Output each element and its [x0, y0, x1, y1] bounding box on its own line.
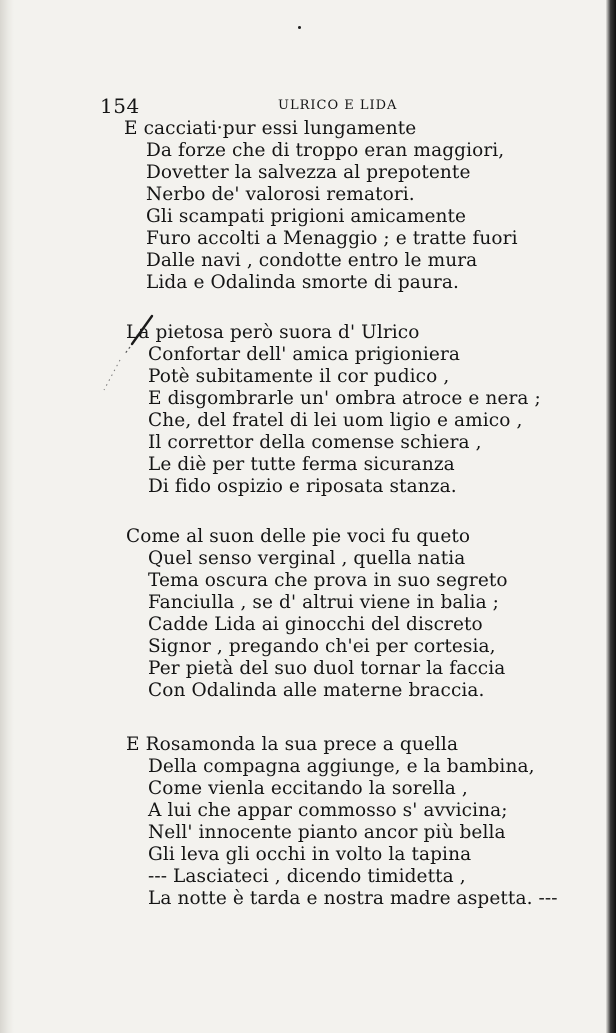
running-head: [100, 94, 520, 116]
verse-line: A lui che appar commosso s' avvicina;: [148, 800, 508, 821]
verse-line: Cadde Lida ai ginocchi del discreto: [148, 614, 483, 635]
verse-line: Signor , pregando ch'ei per cortesia,: [148, 636, 496, 657]
page-number: 154: [100, 94, 140, 118]
verse-line: Potè subitamente il cor pudico ,: [148, 366, 450, 387]
verse-line: Come al suon delle pie voci fu queto: [126, 526, 471, 547]
verse-line: Confortar dell' amica prigioniera: [148, 344, 461, 365]
verse-line: La pietosa però suora d' Ulrico: [126, 322, 420, 343]
verse-line: Da forze che di troppo eran maggiori,: [146, 140, 505, 161]
verse-line: Le diè per tutte ferma sicuranza: [148, 454, 455, 475]
verse-line: La notte è tarda e nostra madre aspetta. ---: [148, 888, 558, 909]
verse-line: Gli leva gli occhi in volto la tapina: [148, 844, 472, 865]
verse-line: E disgombrarle un' ombra atroce e nera ;: [148, 388, 541, 409]
verse-line: Quel senso verginal , quella natia: [148, 548, 466, 569]
page-left-edge: [0, 0, 14, 1033]
verse-line: Per pietà del suo duol tornar la faccia: [148, 658, 506, 679]
page-binding-edge: [606, 0, 616, 1033]
verse-line: Nerbo de' valorosi rematori.: [146, 184, 415, 205]
verse-line: Gli scampati prigioni amicamente: [146, 206, 467, 227]
verse-line: Che, del fratel di lei uom ligio e amico ,: [148, 410, 523, 431]
verse-line: --- Lasciateci , dicendo timidetta ,: [148, 866, 466, 887]
verse-line: Fanciulla , se d' altrui viene in balia ;: [148, 592, 500, 613]
ink-speck: [298, 26, 301, 29]
verse-line: Della compagna aggiunge, e la bambina,: [148, 756, 535, 777]
running-title: ULRICO E LIDA: [278, 98, 398, 113]
verse-line: E Rosamonda la sua prece a quella: [126, 734, 459, 755]
verse-line: Il correttor della comense schiera ,: [148, 432, 482, 453]
verse-line: Come vienla eccitando la sorella ,: [148, 778, 468, 799]
verse-line: Furo accolti a Menaggio ; e tratte fuori: [146, 228, 518, 249]
verse-line: Lida e Odalinda smorte di paura.: [146, 272, 459, 293]
verse-line: Di fido ospizio e riposata stanza.: [148, 476, 457, 497]
verse-line: Dovetter la salvezza al prepotente: [146, 162, 471, 183]
verse-line: Dalle navi , condotte entro le mura: [146, 250, 478, 271]
verse-line: E cacciati·pur essi lungamente: [124, 118, 417, 139]
verse-line: Con Odalinda alle materne braccia.: [148, 680, 485, 701]
verse-line: Nell' innocente pianto ancor più bella: [148, 822, 506, 843]
verse-line: Tema oscura che prova in suo segreto: [148, 570, 508, 591]
